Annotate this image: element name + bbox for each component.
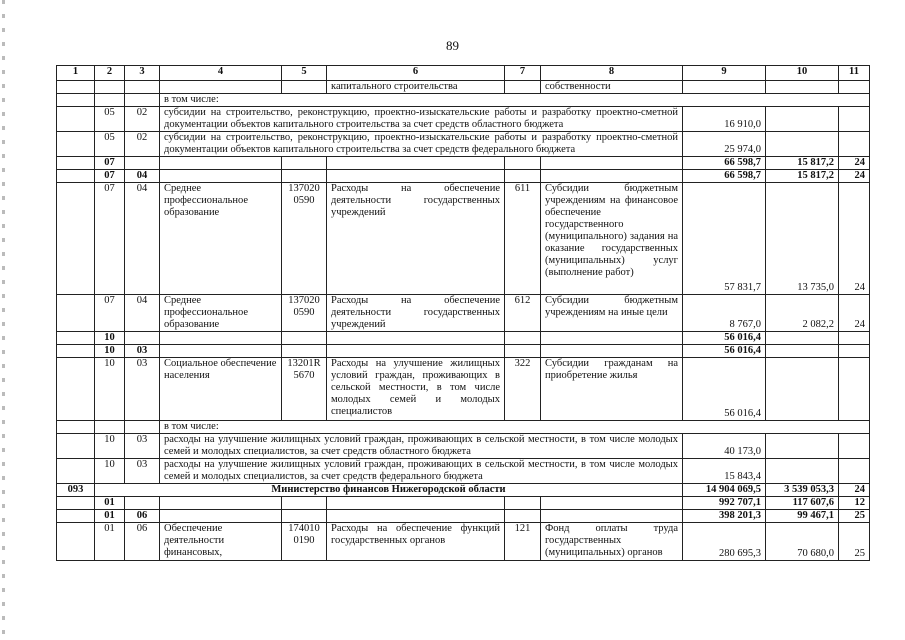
cell-expense-name: Расходы на обеспечение функций государственных органов	[327, 523, 505, 561]
cell-expense-type: собственности	[541, 81, 683, 94]
cell-description: субсидии на строительство, реконструкцию, проектно-изыскательские работы и разработку проектно-сметной документации объектов капитального строительства за счет средств областного бюджета	[160, 107, 683, 132]
cell-item-name: Среднее профессиональное образование	[160, 295, 282, 332]
cell-subsection: 04	[125, 183, 160, 295]
cell-subsection: 03	[125, 459, 160, 484]
cell-amount-q: 99 467,1	[766, 510, 839, 523]
cell-description: субсидии на строительство, реконструкцию, проектно-изыскательские работы и разработку проектно-сметной документации объектов капитального строительства за счет средств федерального бюджета	[160, 132, 683, 157]
cell-amount: 992 707,1	[683, 497, 766, 510]
cell-type-code: 612	[505, 295, 541, 332]
cell-subheading: в том числе:	[160, 421, 870, 434]
cell-amount: 8 767,0	[683, 295, 766, 332]
cell-type-code: 121	[505, 523, 541, 561]
header-cell: 9	[683, 66, 766, 81]
cell-amount: 56 016,4	[683, 345, 766, 358]
cell-amount: 56 016,4	[683, 358, 766, 421]
cell-percent: 24	[839, 295, 870, 332]
cell-section: 01	[95, 523, 125, 561]
cell-target-code: 137020 0590	[282, 183, 327, 295]
cell-amount-q: 2 082,2	[766, 295, 839, 332]
cell-amount: 57 831,7	[683, 183, 766, 295]
cell-amount: 66 598,7	[683, 157, 766, 170]
header-cell: 3	[125, 66, 160, 81]
header-cell: 6	[327, 66, 505, 81]
table-row	[57, 434, 870, 459]
cell-subsection: 06	[125, 510, 160, 523]
cell-section: 10	[95, 459, 125, 484]
cell-section: 01	[95, 510, 125, 523]
header-cell: 11	[839, 66, 870, 81]
header-cell: 8	[541, 66, 683, 81]
header-cell: 7	[505, 66, 541, 81]
cell-subsection: 04	[125, 295, 160, 332]
header-cell: 10	[766, 66, 839, 81]
cell-subsection: 02	[125, 107, 160, 132]
cell-section: 07	[95, 295, 125, 332]
cell-percent: 25	[839, 510, 870, 523]
cell-item-name: Обеспечение деятельности финансовых,	[160, 523, 282, 561]
cell-section: 10	[95, 358, 125, 421]
cell-expense-type: Субсидии гражданам на приобретение жилья	[541, 358, 683, 421]
cell-percent: 24	[839, 183, 870, 295]
cell-target-code: 137020 0590	[282, 295, 327, 332]
cell-amount: 280 695,3	[683, 523, 766, 561]
cell-subsection: 06	[125, 523, 160, 561]
table-row	[57, 523, 870, 561]
header-cell: 5	[282, 66, 327, 81]
cell-amount: 15 843,4	[683, 459, 766, 484]
cell-target-code: 13201R 5670	[282, 358, 327, 421]
cell-section: 10	[95, 332, 125, 345]
cell-amount: 25 974,0	[683, 132, 766, 157]
table-row	[57, 421, 870, 434]
cell-target-code: 174010 0190	[282, 523, 327, 561]
cell-item-name: Среднее профессиональное образование	[160, 183, 282, 295]
table-row	[57, 170, 870, 183]
page-number: 89	[446, 38, 459, 53]
cell-section: 10	[95, 434, 125, 459]
cell-expense-name: Расходы на обеспечение деятельности государственных учреждений	[327, 183, 505, 295]
cell-subsection: 03	[125, 345, 160, 358]
cell-expense-name: Расходы на обеспечение деятельности государственных учреждений	[327, 295, 505, 332]
cell-section: 05	[95, 107, 125, 132]
cell-percent: 25	[839, 523, 870, 561]
cell-amount-q: 13 735,0	[766, 183, 839, 295]
cell-expense-type: Субсидии бюджетным учреждениям на иные цели	[541, 295, 683, 332]
budget-table	[56, 65, 870, 561]
table-row	[57, 332, 870, 345]
cell-type-code: 611	[505, 183, 541, 295]
cell-amount: 66 598,7	[683, 170, 766, 183]
cell-percent: 24	[839, 170, 870, 183]
table-row	[57, 81, 870, 94]
header-cell: 2	[95, 66, 125, 81]
cell-amount: 56 016,4	[683, 332, 766, 345]
header-row	[57, 66, 870, 81]
table-row	[57, 157, 870, 170]
cell-subsection: 04	[125, 170, 160, 183]
cell-subheading: в том числе:	[160, 94, 870, 107]
cell-section: 10	[95, 345, 125, 358]
cell-section: 07	[95, 157, 125, 170]
cell-amount-q: 3 539 053,3	[766, 484, 839, 497]
cell-subsection: 03	[125, 358, 160, 421]
cell-section: 05	[95, 132, 125, 157]
table-row	[57, 295, 870, 332]
table-row	[57, 484, 870, 497]
cell-subsection: 03	[125, 434, 160, 459]
cell-expense-type: Субсидии бюджетным учреждениям на финансовое обеспечение государственного (муниципального) задания на оказание государственных (муниципальных) услуг (выполнение работ)	[541, 183, 683, 295]
cell-expense-name: капитального строительства	[327, 81, 505, 94]
table-row	[57, 510, 870, 523]
table-row	[57, 94, 870, 107]
header-cell: 4	[160, 66, 282, 81]
cell-expense-name: Расходы на улучшение жилищных условий граждан, проживающих в сельской местности, в том числе молодых семей и молодых специалистов	[327, 358, 505, 421]
header-cell: 1	[57, 66, 95, 81]
table-row	[57, 183, 870, 295]
cell-section: 07	[95, 170, 125, 183]
table-row	[57, 459, 870, 484]
cell-percent: 24	[839, 484, 870, 497]
cell-section: 01	[95, 497, 125, 510]
cell-amount-q: 70 680,0	[766, 523, 839, 561]
cell-ministry-code: 093	[57, 484, 95, 497]
cell-amount-q: 15 817,2	[766, 170, 839, 183]
table-row	[57, 132, 870, 157]
cell-expense-type: Фонд оплаты труда государственных (муниципальных) органов	[541, 523, 683, 561]
cell-subsection: 02	[125, 132, 160, 157]
cell-section: 07	[95, 183, 125, 295]
table-row	[57, 497, 870, 510]
cell-amount-q: 117 607,6	[766, 497, 839, 510]
cell-type-code: 322	[505, 358, 541, 421]
cell-amount-q: 15 817,2	[766, 157, 839, 170]
cell-percent: 24	[839, 157, 870, 170]
cell-ministry-name: Министерство финансов Нижегородской области	[95, 484, 683, 497]
cell-description: расходы на улучшение жилищных условий граждан, проживающих в сельской местности, в том числе молодых семей и молодых специалистов, за счет средств федерального бюджета	[160, 459, 683, 484]
table-row	[57, 358, 870, 421]
table-row	[57, 345, 870, 358]
cell-amount: 16 910,0	[683, 107, 766, 132]
binder-holes	[2, 0, 5, 640]
cell-amount: 40 173,0	[683, 434, 766, 459]
cell-item-name: Социальное обеспечение населения	[160, 358, 282, 421]
cell-amount: 14 904 069,5	[683, 484, 766, 497]
cell-amount: 398 201,3	[683, 510, 766, 523]
cell-percent: 12	[839, 497, 870, 510]
cell-description: расходы на улучшение жилищных условий граждан, проживающих в сельской местности, в том числе молодых семей и молодых специалистов, за счет средств областного бюджета	[160, 434, 683, 459]
table-row	[57, 107, 870, 132]
